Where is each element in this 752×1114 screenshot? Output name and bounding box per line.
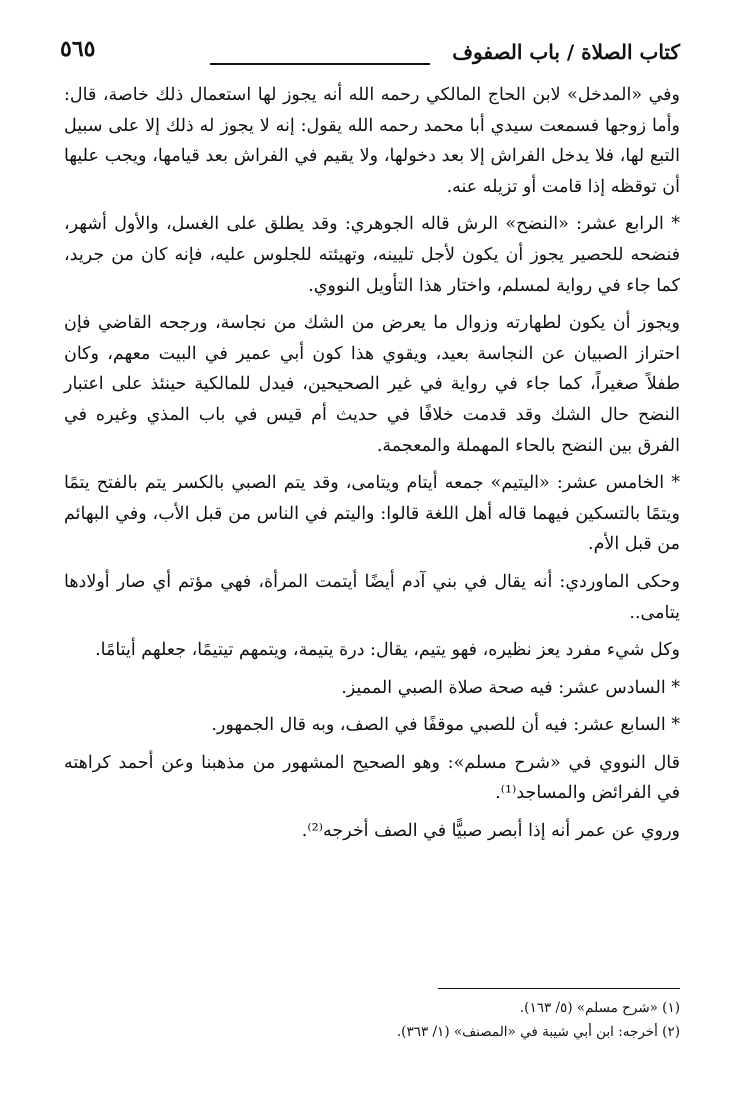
paragraph: وحكى الماوردي: أنه يقال في بني آدم أيضًا أيتمت المرأة، فهي مؤتم أي صار أولادها يتامى.. [64,571,680,623]
paragraph: قال النووي في «شرح مسلم»: وهو الصحيح المشهور من مذهبنا وعن أحمد كراهته في الفرائض والمساجد⁽¹⁾. [64,752,680,804]
main-text [64,80,680,854]
paragraph: * الخامس عشر: «اليتيم» جمعه أيتام ويتامى، وقد يتم الصبي بالكسر يتم بالفتح يتمًا ويتمًا بالتسكين فيهما قاله أهل اللغة قالوا: واليتم في الناس من قبل الأب، وفي البهائم من قبل الأم. [64,473,680,555]
paragraph: * السابع عشر: فيه أن للصبي موقفًا في الصف، وبه قال الجمهور. [211,715,680,736]
chapter-title: كتاب الصلاة / باب الصفوف [452,40,680,64]
paragraph: وكل شيء مفرد يعز نظيره، فهو يتيم، يقال: درة يتيمة، ويتمهم تيتيمًا، جعلهم أيتامًا. [95,640,680,661]
page-number: ٥٦٥ [60,36,96,62]
header-rule [210,63,430,65]
paragraph: وفي «المدخل» لابن الحاج المالكي رحمه الله أنه يجوز لها استعمال ذلك خاصة، قال: وأما زوجها فسمعت سيدي أبا محمد رحمه الله يقول: إنه لا يجوز له ذلك إلا على سبيل التبع لها، فلا يدخل الفراش إلا بعد دخولها، ولا يقيم في الفراش بعد قيامها، ويجب عليها أن توقظه إذا قامت أو تزيله عنه. [64,85,680,197]
paragraph: * الرابع عشر: «النضح» الرش قاله الجوهري: وقد يطلق على الغسل، والأول أشهر، فنضحه للحصير يجوز أن يكون لأجل تليينه، وتهيئته للجلوس عليه، فإنه كان من جريد، كما جاء في رواية لمسلم، واختار هذا التأويل النووي. [64,214,680,296]
footnotes [64,996,680,1044]
paragraph: ويجوز أن يكون لطهارته وزوال ما يعرض من الشك من نجاسة، ورجحه القاضي فإن احتراز الصبيان عن النجاسة بعيد، ويقوي هذا كون أبي عمير في البيت معهم، وكان طفلاً صغيراً، كما جاء في رواية في غير الصحيحين، فيدل للمالكية حينئذ على اعتبار النضح حال الشك وقد قدمت خلافًا في حديث أم قيس في باب المذي وغيره في الفرق بين النضح بالحاء المهملة والمعجمة. [64,313,680,456]
footnote-divider [438,988,680,989]
running-header [60,36,680,76]
footnote: (١) «شرح مسلم» (٥/ ١٦٣). [519,1000,680,1016]
paragraph: وروي عن عمر أنه إذا أبصر صبيًّا في الصف أخرجه⁽²⁾. [301,821,680,842]
footnote: (٢) أخرجه: ابن أبي شيبة في «المصنف» (١/ ٣٦٣). [396,1024,680,1040]
paragraph: * السادس عشر: فيه صحة صلاة الصبي المميز. [341,677,680,698]
